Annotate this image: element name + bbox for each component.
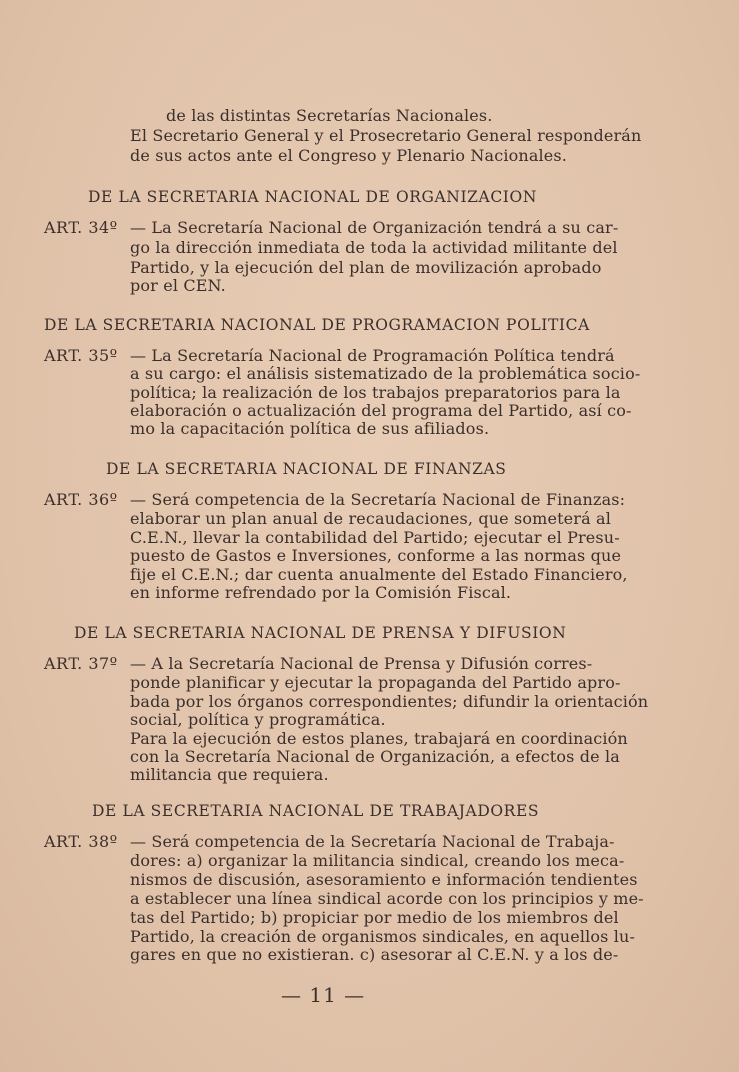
article-36-line-3: C.E.N., llevar la contabilidad del Partido; ejecutar el Presu- — [130, 528, 620, 547]
article-38-line-4: a establecer una línea sindical acorde con los principios y me- — [130, 889, 644, 908]
article-35-line-4: elaboración o actualización del programa del Partido, así co- — [130, 401, 632, 420]
article-35-line-2: a su cargo: el análisis sistematizado de la problemática socio- — [130, 364, 641, 383]
article-37-line-7: militancia que requiera. — [130, 765, 329, 784]
article-38-line-3: nismos de discusión, asesoramiento e información tendientes — [130, 870, 638, 889]
article-37-line-1: — A la Secretaría Nacional de Prensa y Difusión corres- — [130, 654, 593, 673]
article-37-line-6: con la Secretaría Nacional de Organización, a efectos de la — [130, 747, 620, 766]
article-35-line-1: — La Secretaría Nacional de Programación Política tendrá — [130, 346, 615, 365]
intro-line-1: de las distintas Secretarías Nacionales. — [166, 106, 493, 125]
article-36-line-1: — Será competencia de la Secretaría Nacional de Finanzas: — [130, 490, 626, 509]
article-35-line-5: mo la capacitación política de sus afiliados. — [130, 419, 490, 438]
intro-line-3: de sus actos ante el Congreso y Plenario Nacionales. — [130, 146, 568, 165]
intro-line-2: El Secretario General y el Prosecretario General responderán — [130, 126, 642, 145]
section-heading-programacion-politica: DE LA SECRETARIA NACIONAL DE PROGRAMACION POLITICA — [44, 316, 590, 334]
section-heading-trabajadores: DE LA SECRETARIA NACIONAL DE TRABAJADORES — [92, 802, 540, 820]
article-38-line-6: Partido, la creación de organismos sindicales, en aquellos lu- — [130, 927, 636, 946]
page-number: — 11 — — [281, 983, 366, 1007]
article-number-34: ART. 34º — [44, 218, 118, 237]
article-36-line-5: fije el C.E.N.; dar cuenta anualmente del Estado Financiero, — [130, 565, 628, 584]
article-number-35: ART. 35º — [44, 346, 118, 365]
section-heading-organizacion: DE LA SECRETARIA NACIONAL DE ORGANIZACION — [88, 188, 538, 206]
article-34-line-2: go la dirección inmediata de toda la actividad militante del — [130, 238, 618, 257]
article-36-line-2: elaborar un plan anual de recaudaciones, que someterá al — [130, 509, 611, 528]
article-37-line-3: bada por los órganos correspondientes; difundir la orientación — [130, 692, 649, 711]
article-38-line-5: tas del Partido; b) propiciar por medio de los miembros del — [130, 908, 619, 927]
article-34-line-1: — La Secretaría Nacional de Organización tendrá a su car- — [130, 218, 619, 237]
article-number-37: ART. 37º — [44, 654, 118, 673]
section-heading-finanzas: DE LA SECRETARIA NACIONAL DE FINANZAS — [106, 460, 507, 478]
article-38-line-2: dores: a) organizar la militancia sindical, creando los meca- — [130, 851, 625, 870]
article-38-line-1: — Será competencia de la Secretaría Nacional de Trabaja- — [130, 832, 615, 851]
article-number-38: ART. 38º — [44, 832, 118, 851]
article-38-line-7: gares en que no existieran. c) asesorar al C.E.N. y a los de- — [130, 945, 619, 964]
article-34-line-4: por el CEN. — [130, 276, 226, 295]
section-heading-prensa-difusion: DE LA SECRETARIA NACIONAL DE PRENSA Y DIFUSION — [74, 624, 567, 642]
article-36-line-4: puesto de Gastos e Inversiones, conforme a las normas que — [130, 546, 622, 565]
article-36-line-6: en informe refrendado por la Comisión Fiscal. — [130, 583, 512, 602]
article-37-line-5: Para la ejecución de estos planes, trabajará en coordinación — [130, 729, 628, 748]
article-37-line-2: ponde planificar y ejecutar la propaganda del Partido apro- — [130, 673, 621, 692]
article-number-36: ART. 36º — [44, 490, 118, 509]
article-35-line-3: política; la realización de los trabajos preparatorios para la — [130, 383, 621, 402]
article-34-line-3: Partido, y la ejecución del plan de movilización aprobado — [130, 258, 602, 277]
article-37-line-4: social, política y programática. — [130, 710, 386, 729]
